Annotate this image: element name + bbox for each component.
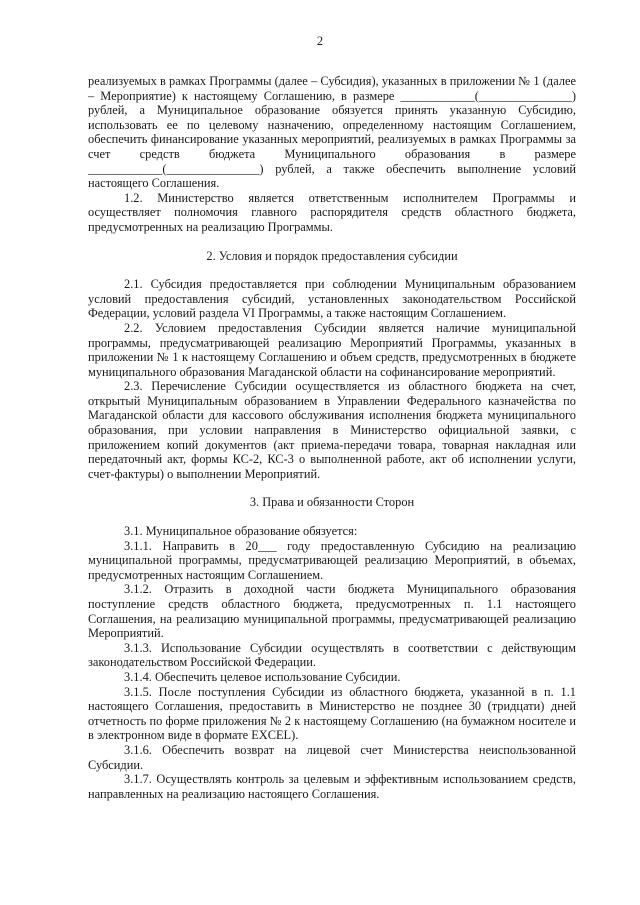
paragraph-3-1-1: 3.1.1. Направить в 20___ году предоставленную Субсидию на реализацию муниципальной программы, предусматривающей реализацию Мероприятий, в объемах, предусмотренных настоящим Соглашением. (88, 538, 576, 582)
page-number: 2 (316, 34, 324, 48)
paragraph-3-1-6: 3.1.6. Обеспечить возврат на лицевой счет Министерства неиспользованной Субсидии. (88, 742, 576, 772)
document-body (88, 74, 576, 801)
paragraph-3-1-5: 3.1.5. После поступления Субсидии из областного бюджета, указанной в п. 1.1 настоящего Соглашения, предоставить в Министерство не позднее 30 (тридцати) дней отчетность по форме приложения № 2 к настоящему Соглашению (на бумажном носителе и в электронном виде в формате EXCEL). (88, 684, 576, 743)
paragraph-2-2: 2.2. Условием предоставления Субсидии является наличие муниципальной программы, предусматривающей реализацию Мероприятий Программы, указанных в приложении № 1 к настоящему Соглашению и объем средств, предусмотренных в бюджете муниципального образования Магаданской области на софинансирование мероприятий. (88, 320, 576, 379)
paragraph-2-1: 2.1. Субсидия предоставляется при соблюдении Муниципальным образованием условий предоставления субсидий, установленных законодательством Российской Федерации, условий раздела VI Программы, а также настоящим Соглашением. (88, 277, 576, 321)
paragraph-3-1-2: 3.1.2. Отразить в доходной части бюджета Муниципального образования поступление средств областного бюджета, предусмотренных п. 1.1 настоящего Соглашения, на реализацию муниципальной программы, предусматривающей реализацию Мероприятий. (88, 582, 576, 641)
paragraph-1-2: 1.2. Министерство является ответственным исполнителем Программы и осуществляет полномочия главного распорядителя средств областного бюджета, предусмотренных на реализацию Программы. (88, 190, 576, 234)
paragraph-3-1: 3.1. Муниципальное образование обязуется: (124, 524, 358, 539)
paragraph-3-1-4: 3.1.4. Обеспечить целевое использование Субсидии. (124, 669, 401, 684)
section-3-heading: 3. Права и обязанности Сторон (249, 495, 415, 510)
paragraph-3-1-7: 3.1.7. Осуществлять контроль за целевым и эффективным использованием средств, направленных на реализацию настоящего Соглашения. (88, 772, 576, 801)
section-2-heading: 2. Условия и порядок предоставления субсидии (206, 248, 458, 263)
paragraph-3-1-3: 3.1.3. Использование Субсидии осуществлять в соответствии с действующим законодательством Российской Федерации. (88, 640, 576, 670)
paragraph-1-1-continuation: реализуемых в рамках Программы (далее – Субсидия), указанных в приложении № 1 (далее – Мероприятие) к настоящему Соглашению, в размере ____________(_______________) рублей, а Муниципальное образование обязуется принять указанную Субсидию, использовать ее по целевому назначению, определенному настоящим Соглашением, обеспечить финансирование указанных мероприятий, реализуемых в рамках Программы за счет средств бюджета Муниципального образования в размере ____________(_______________) рублей, а также обеспечить выполнение условий настоящего Соглашения. (88, 74, 576, 191)
paragraph-2-3: 2.3. Перечисление Субсидии осуществляется из областного бюджета на счет, открытый Муниципальным образованием в Управлении Федерального казначейства по Магаданской области для кассового обслуживания исполнения бюджета муниципального образования, при условии направления в Министерство официальной заявки, с приложением копий документов (акт приема-передачи товара, товарная накладная или передаточный акт, формы КС-2, КС-3 о выполненной работе, акт об исполнении услуги, счет-фактуры) о выполнении Мероприятий. (88, 379, 576, 481)
